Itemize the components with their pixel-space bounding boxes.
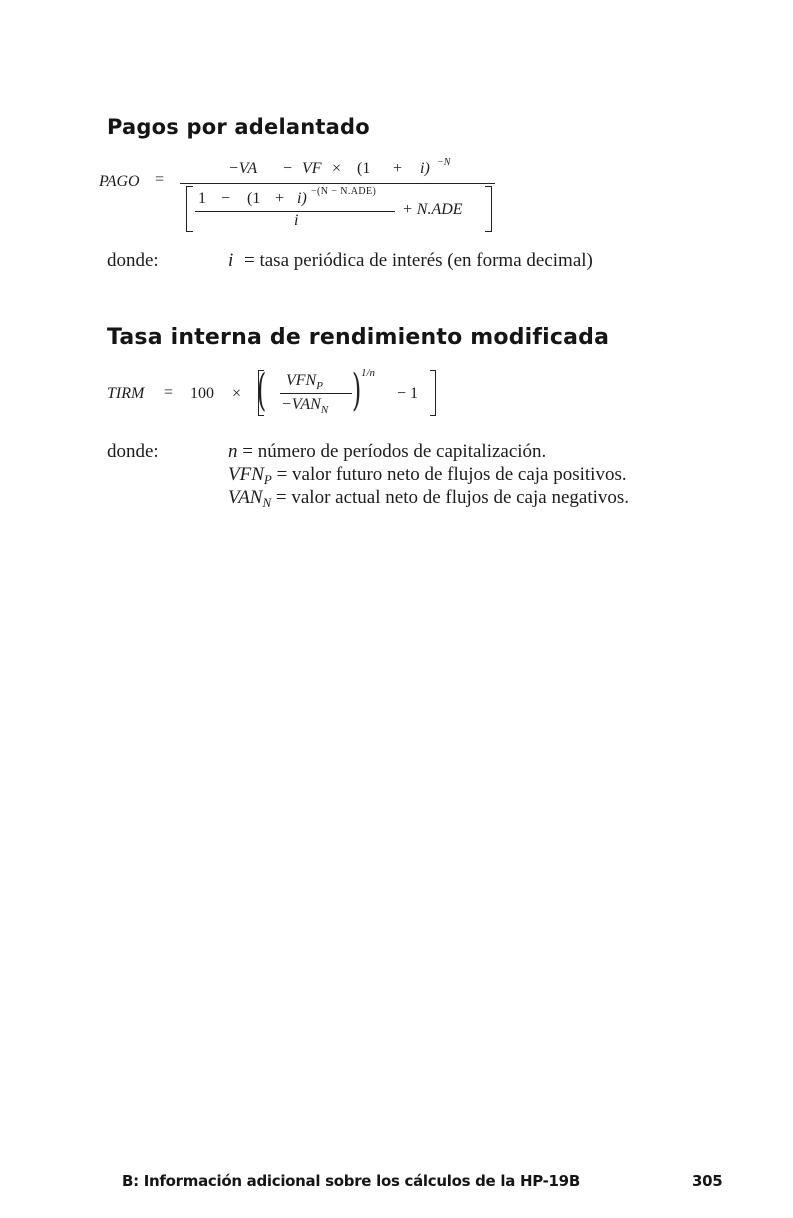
formula-lhs: PAGO [99, 173, 140, 190]
den-one: 1 [198, 190, 206, 207]
page-number: 305 [692, 1172, 723, 1190]
tirm-den-main: −VAN [281, 396, 321, 413]
den-exponent: −(N − N.ADE) [311, 186, 377, 197]
right-bracket [485, 186, 492, 232]
section-heading-tirm: Tasa interna de rendimiento modificada [107, 325, 610, 350]
def-text: = valor actual neto de flujos de caja negativos. [275, 487, 630, 508]
def-var: VAN [228, 487, 263, 508]
where-label-2: donde: [107, 441, 159, 462]
definition-row [228, 441, 546, 463]
num-vf: VF [302, 160, 322, 177]
tirm-num-sub: P [316, 380, 323, 392]
where-label-1: donde: [107, 250, 159, 271]
tirm-num [286, 372, 323, 390]
den-i: i) [297, 190, 307, 207]
tirm-lhs: TIRM [107, 385, 145, 402]
den-inner-i: i [294, 212, 299, 229]
where-var-i: i [228, 250, 234, 271]
num-open: (1 [357, 160, 371, 177]
def-var: n [228, 441, 238, 462]
def-var: VFN [228, 464, 264, 485]
formula-eq: = [155, 171, 165, 188]
left-bracket [186, 186, 193, 232]
left-paren: ( [256, 365, 267, 416]
where-def-i: = tasa periódica de interés (en forma decimal) [244, 250, 593, 271]
def-text: = número de períodos de capitalización. [242, 441, 547, 462]
section-heading-pagos: Pagos por adelantado [107, 115, 370, 139]
num-plus: + [393, 160, 403, 177]
def-text: = valor futuro neto de flujos de caja positivos. [276, 464, 627, 485]
tirm-num-main: VFN [286, 372, 317, 389]
footer-title: B: Información adicional sobre los cálculos de la HP-19B [122, 1172, 580, 1190]
den-open: (1 [247, 190, 261, 207]
num-minus: − [283, 160, 293, 177]
den-minus: − [221, 190, 231, 207]
right-paren: ) [351, 365, 362, 416]
tirm-right-bracket [430, 370, 436, 416]
num-neg-va: −VA [228, 160, 258, 177]
tirm-fraction-bar [280, 393, 352, 394]
tirm-exponent: 1/n [361, 367, 376, 379]
tirm-hundred: 100 [190, 385, 214, 402]
definition-row [228, 487, 629, 509]
num-times: × [332, 160, 342, 177]
tirm-eq: = [164, 384, 174, 401]
def-var-sub: P [263, 472, 272, 487]
tirm-times: × [232, 385, 242, 402]
tirm-den-sub: N [320, 404, 329, 416]
def-var-sub: N [262, 495, 272, 510]
num-exponent: −N [437, 157, 451, 168]
tirm-minus-one: − 1 [397, 385, 419, 402]
fraction-bar [180, 183, 495, 184]
definition-row [228, 464, 627, 486]
tirm-den [281, 396, 328, 414]
num-i: i) [420, 160, 430, 177]
den-plus: + [275, 190, 285, 207]
den-plus-nade: + N.ADE [402, 201, 463, 218]
